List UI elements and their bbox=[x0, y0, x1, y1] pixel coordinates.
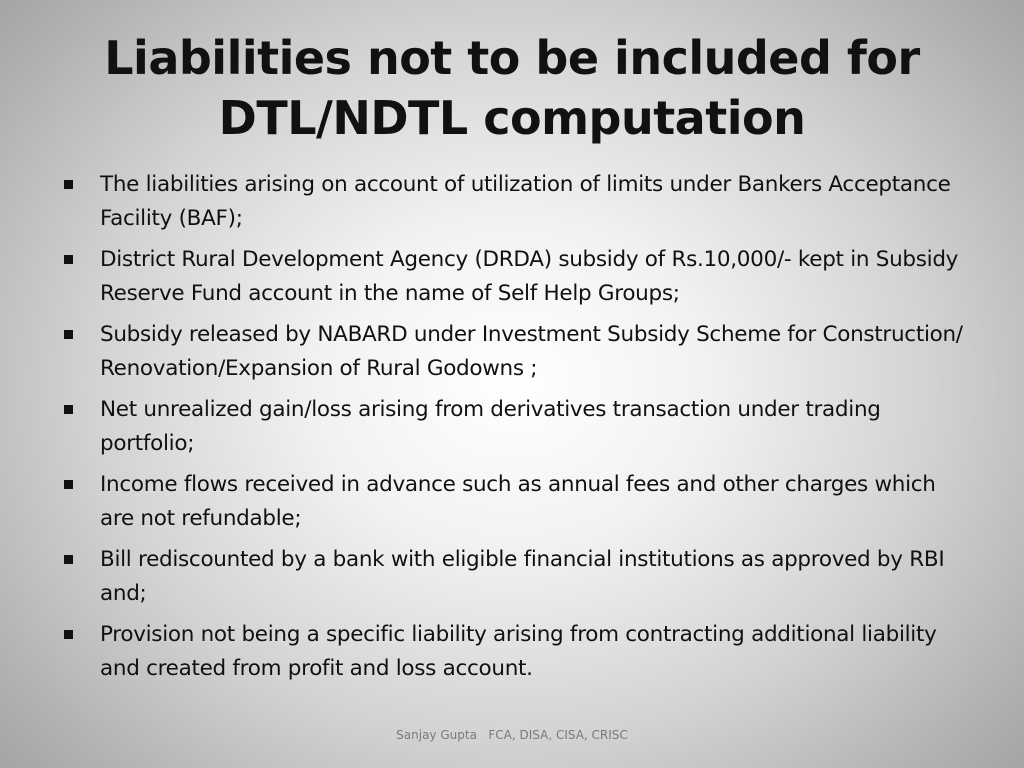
bullet-item bbox=[62, 243, 968, 311]
bullet-list bbox=[62, 168, 968, 693]
bullet-text: Subsidy released by NABARD under Investment Subsidy Scheme for Construction/ Renovation/Expansion of Rural Godowns ; bbox=[100, 322, 963, 381]
square-bullet-icon bbox=[64, 405, 73, 414]
bullet-text: Bill rediscounted by a bank with eligible financial institutions as approved by RBI and; bbox=[100, 547, 945, 606]
bullet-text: The liabilities arising on account of utilization of limits under Bankers Acceptance Facility (BAF); bbox=[100, 172, 951, 231]
square-bullet-icon bbox=[64, 480, 73, 489]
square-bullet-icon bbox=[64, 255, 73, 264]
bullet-item bbox=[62, 468, 968, 536]
bullet-item bbox=[62, 318, 968, 386]
bullet-item bbox=[62, 168, 968, 236]
bullet-item bbox=[62, 543, 968, 611]
square-bullet-icon bbox=[64, 180, 73, 189]
slide-title bbox=[40, 28, 984, 148]
bullet-text: Income flows received in advance such as annual fees and other charges which are not refundable; bbox=[100, 472, 936, 531]
bullet-text: Net unrealized gain/loss arising from derivatives transaction under trading portfolio; bbox=[100, 397, 881, 456]
bullet-item bbox=[62, 618, 968, 686]
bullet-text: Provision not being a specific liability arising from contracting additional liability and created from profit and loss account. bbox=[100, 622, 937, 681]
square-bullet-icon bbox=[64, 630, 73, 639]
bullet-text: District Rural Development Agency (DRDA) subsidy of Rs.10,000/- kept in Subsidy Reserve Fund account in the name of Self Help Groups; bbox=[100, 247, 959, 306]
slide-title-line-2: DTL/NDTL computation bbox=[218, 91, 806, 145]
slide-title-line-1: Liabilities not to be included for bbox=[104, 31, 920, 85]
square-bullet-icon bbox=[64, 555, 73, 564]
square-bullet-icon bbox=[64, 330, 73, 339]
slide-footer: Sanjay Gupta FCA, DISA, CISA, CRISC bbox=[396, 728, 628, 742]
bullet-item bbox=[62, 393, 968, 461]
